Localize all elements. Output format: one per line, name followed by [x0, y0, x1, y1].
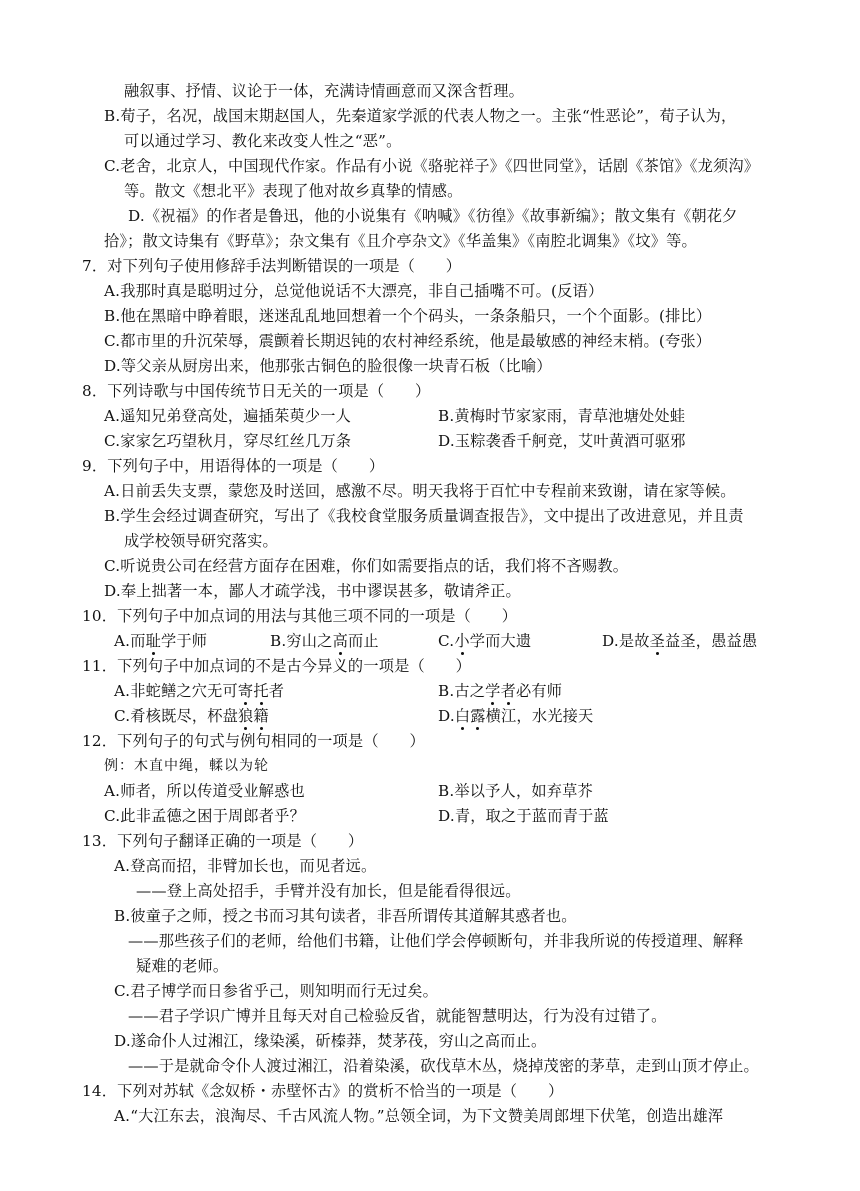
- text: C.肴核既尽，杯盘: [114, 707, 239, 725]
- q9-option-c: C.听说贵公司在经营方面存在困难，你们如需要指点的话，我们将不吝赐教。: [104, 557, 629, 575]
- q6-option-b: B.荀子，名况，战国末期赵国人，先秦道家学派的代表人物之一。主张“性恶论”，荀子认为，: [104, 107, 737, 125]
- q7-stem: 7．对下列句子使用修辞手法判断错误的一项是（ ）: [82, 257, 462, 275]
- q7-option-b: B.他在黑暗中睁着眼，迷迷乱乱地回想着一个个码头，一条条船只，一个个面影。(排比）: [104, 307, 712, 325]
- q13-option-b-translation: ——那些孩子们的老师，给他们书籍，让他们学会停顿断句，并非我所说的传授道理、解释: [128, 932, 744, 950]
- text: 学而大遗: [469, 632, 532, 650]
- q8-stem: 8．下列诗歌与中国传统节日无关的一项是（ ）: [82, 382, 431, 400]
- q13-stem: 13．下列句子翻译正确的一项是（ ）: [82, 832, 364, 850]
- q10-option-c: [438, 630, 531, 652]
- q10-option-b: [270, 630, 379, 652]
- text: A.非蛇鳝之穴无可: [114, 682, 238, 700]
- text: C.: [438, 632, 455, 650]
- q10-option-d: [602, 630, 757, 652]
- dotted-word: 白: [454, 707, 471, 725]
- q9-option-b: B.学生会经过调查研究，写出了《我校食堂服务质量调查报告》，文中提出了改进意见，并且责: [104, 507, 744, 525]
- q9-option-b-continuation: 成学校领导研究落实。: [124, 532, 278, 550]
- q10-option-a: [114, 630, 207, 652]
- q12-option-c: C.此非孟德之困于周郎者乎？: [104, 807, 305, 825]
- q11-option-c: [114, 705, 269, 727]
- q7-option-a: A.我那时真是聪明过分，总觉他说话不大漂亮，非自己插嘴不可。(反语）: [104, 282, 604, 300]
- text: 学于师: [160, 632, 208, 650]
- q12-option-a: A.师者，所以传道受业解惑也: [104, 782, 305, 800]
- text: 者: [268, 682, 285, 700]
- text: 必有师: [515, 682, 563, 700]
- q6-option-b-continuation: 可以通过学习、教化来改变人性之“恶”。: [124, 132, 402, 150]
- dotted-word: 籍: [253, 707, 269, 725]
- q8-option-c: C.家家乞巧望秋月，穿尽红丝几万条: [104, 432, 352, 450]
- dotted-word: 小: [454, 632, 470, 650]
- text: D.是故: [602, 632, 650, 650]
- q6-option-d: D.《祝福》的作者是鲁迅，他的小说集有《呐喊》《彷徨》《故事新编》；散文集有《朝花夕: [128, 207, 738, 225]
- text: 益圣，愚益愚: [665, 632, 758, 650]
- text: B.穷山之: [270, 632, 333, 650]
- text: 而止: [347, 632, 379, 650]
- q13-option-c-translation: ——君子学识广博并且每天对自己检验反省，就能智慧明达，行为没有过错了。: [128, 1007, 667, 1025]
- q6-option-d-continuation: 拾》；散文诗集有《野草》；杂文集有《且介亭杂文》《华盖集》《南腔北调集》《坟》等。: [104, 232, 697, 250]
- q7-option-c: C.都市里的升沉荣辱，震颤着长期迟钝的农村神经系统，他是最敏感的神经末梢。(夸张）: [104, 332, 712, 350]
- q13-option-a-translation: ——登上高处招手，手臂并没有加长，但是能看得很远。: [136, 882, 521, 900]
- dotted-word: 露: [470, 707, 486, 725]
- dotted-word: 托: [253, 682, 269, 700]
- q6-option-c: C.老舍，北京人，中国现代作家。作品有小说《骆驼祥子》《四世同堂》，话剧《茶馆》《龙须沟》: [104, 157, 760, 175]
- q6-option-c-continuation: 等。散文《想北平》表现了他对故乡真挚的情感。: [124, 182, 463, 200]
- q13-option-c: C.君子博学而日参省乎己，则知明而行无过矣。: [114, 982, 439, 1000]
- q13-option-d-translation: ——于是就命令仆人渡过湘江，沿着染溪，砍伐草木丛，烧掉茂密的茅草，走到山顶才停止。: [128, 1057, 759, 1075]
- text: A.而: [114, 632, 146, 650]
- q6-option-a-continuation: 融叙事、抒情、议论于一体，充满诗情画意而又深含哲理。: [124, 82, 525, 100]
- q13-option-b: B.彼童子之师，授之书而习其句读者，非吾所谓传其道解其惑者也。: [114, 907, 577, 925]
- q12-stem: 12．下列句子的句式与例句相同的一项是（ ）: [82, 732, 425, 750]
- q12-option-d: D.青，取之于蓝而青于蓝: [438, 807, 609, 825]
- q8-option-d: D.玉粽袭香千舸竞，艾叶黄酒可驱邪: [438, 432, 686, 450]
- q8-option-b: B.黄梅时节家家雨，青草池塘处处蛙: [438, 407, 686, 425]
- q11-option-d: [438, 705, 593, 727]
- text: 横江，水光接天: [485, 707, 594, 725]
- dotted-word: 狼: [238, 707, 254, 725]
- dotted-word: 耻: [145, 632, 161, 650]
- dotted-word: 学: [485, 682, 501, 700]
- dotted-word: 者: [500, 682, 516, 700]
- text: B.古之: [438, 682, 486, 700]
- q13-option-b-translation-continuation: 疑难的老师。: [136, 957, 229, 975]
- q12-option-b: B.举以予人，如弃草芥: [438, 782, 593, 800]
- q13-option-d: D.遂命仆人过湘江，缘染溪，斫榛莽，焚茅茷，穷山之高而止。: [114, 1032, 547, 1050]
- q11-stem: 11．下列句子中加点词的不是古今异义的一项是（ ）: [82, 657, 472, 675]
- q9-stem: 9．下列句子中，用语得体的一项是（ ）: [82, 457, 385, 475]
- q14-option-a: A.“大江东去，浪淘尽、千古风流人物。”总领全词，为下文赞美周郎埋下伏笔，创造出雄浑: [114, 1107, 724, 1125]
- q7-option-d: D.等父亲从厨房出来，他那张古铜色的脸很像一块青石板（比喻）: [104, 357, 552, 375]
- q9-option-a: A.日前丢失支票，蒙您及时送回，感激不尽。明天我将于百忙中专程前来致谢，请在家等候。: [104, 482, 736, 500]
- q10-stem: 10．下列句子中加点词的用法与其他三项不同的一项是（ ）: [82, 607, 518, 625]
- q13-option-a: A.登高而招，非臂加长也，而见者远。: [114, 857, 377, 875]
- dotted-word: 高: [332, 632, 348, 650]
- q11-option-b: [438, 680, 562, 702]
- text: D.: [438, 707, 455, 725]
- dotted-word: 圣: [649, 632, 666, 650]
- q11-option-a: [114, 680, 284, 702]
- q8-option-a: A.遥知兄弟登高处，遍插茱萸少一人: [104, 407, 352, 425]
- q14-stem: 14．下列对苏轼《念奴桥・赤壁怀古》的赏析不恰当的一项是（ ）: [82, 1082, 564, 1100]
- q12-example: 例：木直中绳，輮以为轮: [104, 758, 269, 774]
- q9-option-d: D.奉上拙著一本，鄙人才疏学浅，书中谬误甚多，敬请斧正。: [104, 582, 521, 600]
- dotted-word: 寄: [237, 682, 254, 700]
